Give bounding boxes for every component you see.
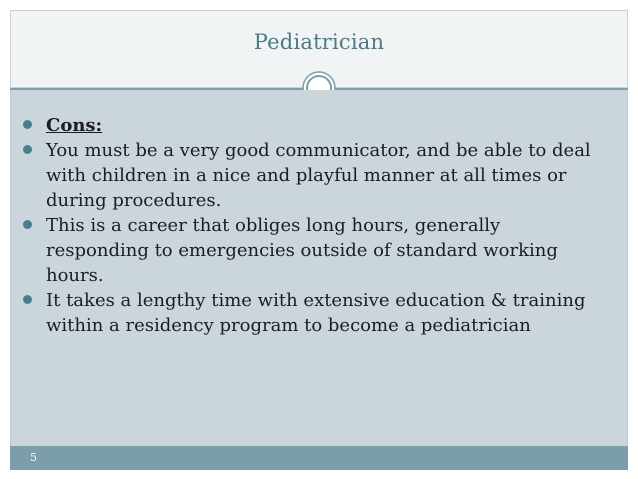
- slide-number: 5: [30, 451, 37, 464]
- footer-bar: [10, 446, 628, 470]
- bullet-icon: [23, 295, 32, 304]
- bullet-icon: [23, 145, 32, 154]
- list-item: [22, 138, 606, 213]
- list-item: [22, 213, 606, 288]
- bullet-text: This is a career that obliges long hours, generally responding to emergencies outside of standard working hours.: [46, 215, 558, 286]
- bullet-icon: [23, 120, 32, 129]
- bullet-text: You must be a very good communicator, and be able to deal with children in a nice and playful manner at all times or during procedures.: [46, 140, 591, 211]
- bullet-text: It takes a lengthy time with extensive education & training within a residency program to become a pediatrician: [46, 290, 586, 336]
- bullet-icon: [23, 220, 32, 229]
- bullet-list: [22, 113, 606, 338]
- list-item: [22, 288, 606, 338]
- cons-heading: Cons:: [46, 115, 103, 136]
- list-item: [22, 113, 606, 138]
- slide-title: Pediatrician: [253, 30, 385, 54]
